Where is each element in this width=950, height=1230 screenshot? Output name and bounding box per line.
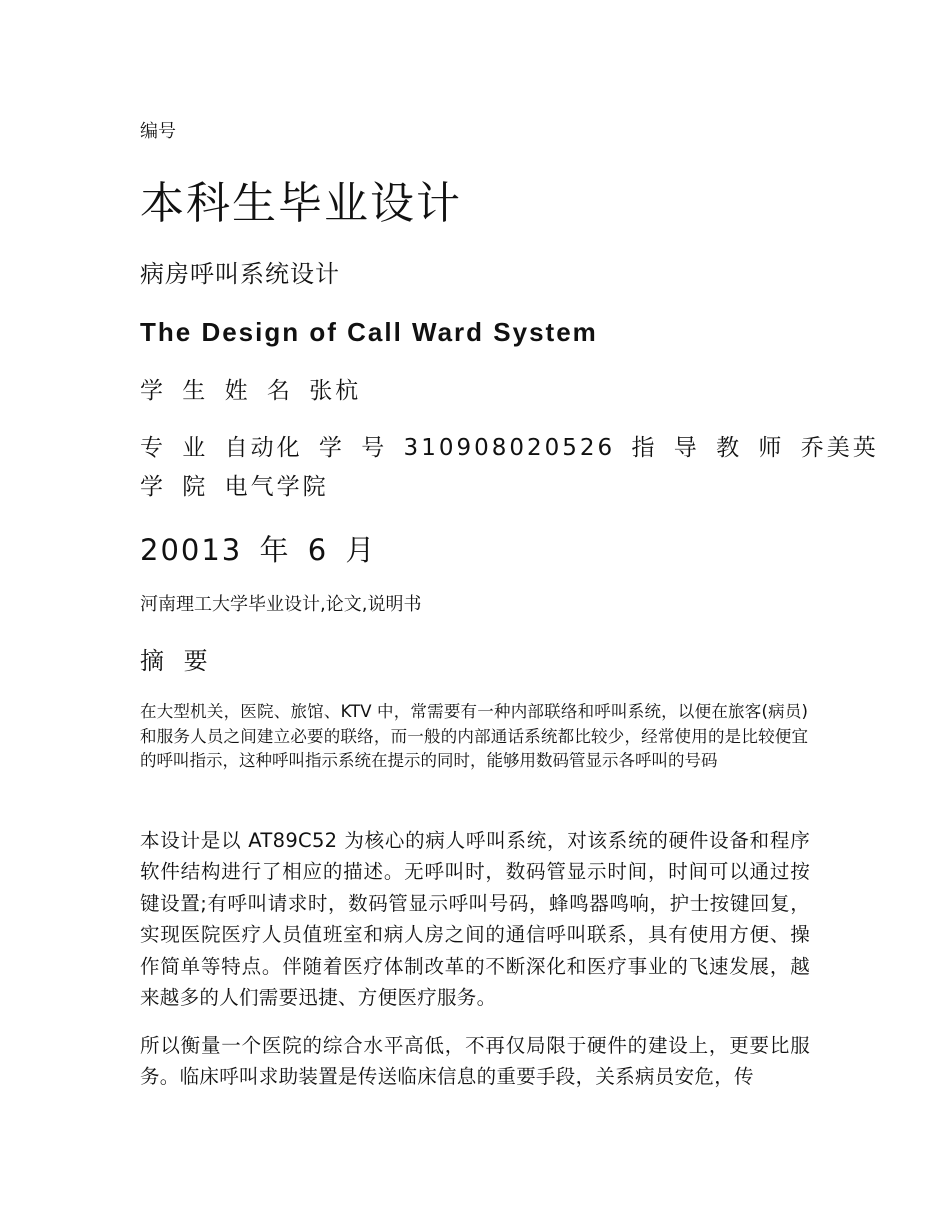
college-line: 学 院 电气学院 (140, 474, 329, 500)
abstract-paragraph: 在大型机关，医院、旅馆、KTV 中，常需要有一种内部联络和呼叫系统，以便在旅客(病员)和服务人员之间建立必要的联络，而一般的内部通话系统都比较少，经常使用的是比较便宜的呼叫指示，这种呼叫指示系统在提示的同时，能够用数码管显示各呼叫的号码 (140, 702, 808, 770)
serial-number-label: 编号 (140, 121, 176, 142)
date-line: 20013 年 6 月 (140, 533, 377, 567)
main-title: 本科生毕业设计 (140, 178, 462, 229)
major-id-advisor-line: 专 业 自动化 学 号 310908020526 指 导 教 师 乔美英 (140, 435, 879, 461)
abstract-paragraph: 所以衡量一个医院的综合水平高低，不再仅局限于硬件的建设上，更要比服务。临床呼叫求助装置是传送临床信息的重要手段，关系病员安危，传 (140, 1034, 810, 1089)
abstract-paragraph: 本设计是以 AT89C52 为核心的病人呼叫系统，对该系统的硬件设备和程序软件结构进行了相应的描述。无呼叫时，数码管显示时间，时间可以通过按键设置;有呼叫请求时，数码管显示呼叫号码，蜂鸣器鸣响，护士按键回复，实现医院医疗人员值班室和病人房之间的通信呼叫联系，具有使用方便、操作简单等特点。伴随着医疗体制改革的不断深化和医疗事业的飞速发展，越来越多的人们需要迅捷、方便医疗服务。 (140, 829, 810, 1010)
student-name-line: 学 生 姓 名 张杭 (140, 378, 362, 404)
document-page (140, 0, 879, 1230)
thesis-title-chinese: 病房呼叫系统设计 (140, 260, 340, 288)
school-header-line: 河南理工大学毕业设计,论文,说明书 (140, 594, 422, 615)
thesis-title-english: The Design of Call Ward System (140, 317, 598, 347)
abstract-heading: 摘 要 (140, 647, 214, 675)
